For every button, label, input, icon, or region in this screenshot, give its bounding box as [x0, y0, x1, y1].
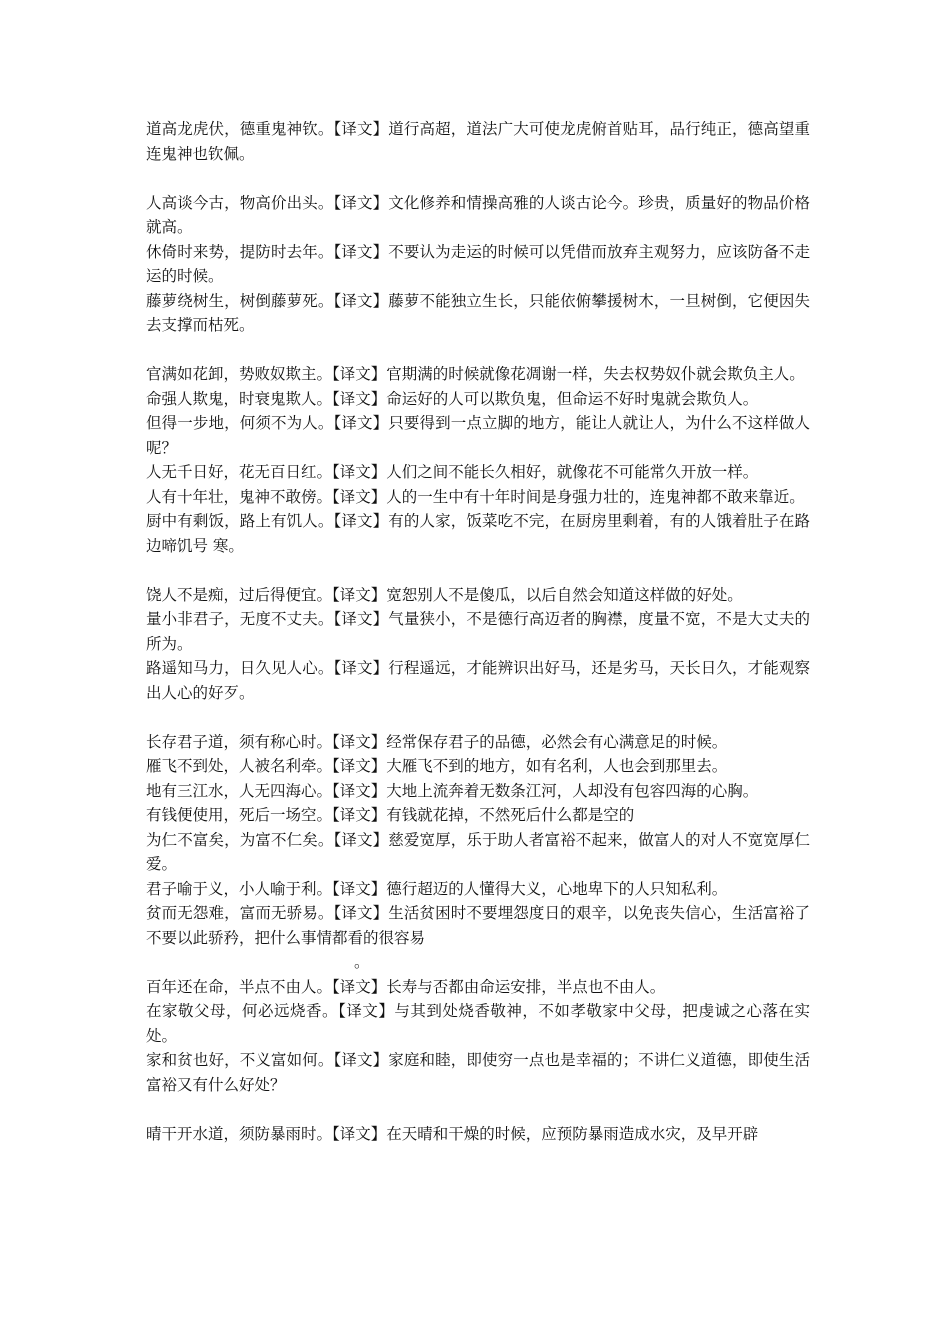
translation-text: 与其到处烧香敬神，不如孝敬家中父母，把虔诚之心落在实处。 — [146, 1002, 810, 1045]
translation-text: 行程遥远，才能辨识出好马，还是劣马，天长日久，才能观察出人心的好歹。 — [146, 659, 810, 702]
translation-text: 气量狭小，不是德行高迈者的胸襟，度量不宽，不是大丈夫的所为。 — [146, 610, 810, 653]
translation-text: 宽恕别人不是傻瓜，以后自然会知道这样做的好处。 — [386, 585, 743, 604]
proverb-entry — [146, 485, 810, 510]
translation-text: 经常保存君子的品德，必然会有心满意足的时候。 — [386, 732, 728, 751]
proverb-text: 人高谈今古，物高价出头。 — [146, 193, 334, 212]
stray-punctuation: 。 — [354, 953, 370, 971]
proverb-entry — [146, 583, 810, 608]
translation-text: 官期满的时候就像花凋谢一样，失去权势奴仆就会欺负主人。 — [386, 365, 805, 383]
proverb-text: 地有三江水，人无四海心。 — [146, 781, 333, 800]
translation-text: 有钱就花掉，不然死后什么都是空的 — [386, 806, 635, 824]
proverb-entry — [146, 1122, 810, 1147]
proverb-text: 量小非君子，无度不丈夫。 — [146, 610, 334, 628]
proverb-text: 人有十年壮，鬼神不敢傍。 — [146, 487, 333, 506]
translation-text: 德行超迈的人懂得大义，心地卑下的人只知私利。 — [386, 879, 728, 898]
proverb-text: 雁飞不到处，人被名利牵。 — [146, 757, 333, 775]
proverb-text: 官满如花卸，势败奴欺主。 — [146, 365, 333, 383]
proverb-entry — [146, 999, 810, 1048]
translation-tag: 【译文】 — [332, 879, 387, 898]
translation-tag: 【译文】 — [332, 806, 387, 824]
translation-tag: 【译文】 — [333, 193, 389, 212]
proverb-text: 家和贫也好，不义富如何。 — [146, 1051, 334, 1069]
document-body — [146, 117, 810, 1146]
proverb-text: 为仁不富矣，为富不仁矣。 — [146, 830, 334, 849]
proverb-text: 命强人欺鬼，时衰鬼欺人。 — [146, 389, 333, 408]
proverb-text: 但得一步地，何须不为人。 — [146, 414, 334, 432]
translation-tag: 【译文】 — [332, 389, 387, 408]
proverb-text: 厨中有剩饭，路上有饥人。 — [146, 512, 334, 530]
proverb-entry — [146, 117, 810, 166]
translation-tag: 【译文】 — [332, 732, 387, 751]
proverb-text: 晴干开水道，须防暴雨时。 — [146, 1124, 333, 1143]
proverb-text: 长存君子道，须有称心时。 — [146, 732, 333, 751]
translation-tag: 【译文】 — [332, 585, 387, 604]
translation-text: 道行高超，道法广大可使龙虎俯首贴耳，品行纯正，德高望重连鬼神也钦佩。 — [146, 120, 810, 163]
translation-tag: 【译文】 — [333, 242, 389, 261]
translation-text: 大地上流奔着无数条江河，人却没有包容四海的心胸。 — [386, 781, 759, 800]
proverb-text: 藤萝绕树生，树倒藤萝死。 — [146, 291, 334, 310]
translation-text: 命运好的人可以欺负鬼，但命运不好时鬼就会欺负人。 — [386, 389, 759, 408]
translation-text: 长寿与否都由命运安排，半点也不由人。 — [386, 977, 666, 996]
proverb-entry — [146, 289, 810, 338]
translation-tag: 【译文】 — [332, 463, 387, 481]
proverb-entry — [146, 754, 810, 779]
translation-tag: 【译文】 — [333, 414, 389, 432]
proverb-entry — [146, 901, 810, 950]
proverb-text: 百年还在命，半点不由人。 — [146, 977, 333, 996]
proverb-text: 有钱便使用，死后一场空。 — [146, 806, 333, 824]
proverb-text: 休倚时来势，提防时去年。 — [146, 242, 334, 261]
translation-tag: 【译文】 — [333, 120, 389, 138]
proverb-text: 君子喻于义，小人喻于利。 — [146, 879, 333, 898]
translation-text: 文化修养和情操高雅的人谈古论今。珍贵，质量好的物品价格就高。 — [146, 193, 810, 236]
proverb-entry — [146, 1048, 810, 1097]
proverb-entry — [146, 607, 810, 656]
proverb-entry — [146, 975, 810, 1000]
proverb-entry — [146, 656, 810, 705]
translation-tag: 【译文】 — [333, 830, 389, 849]
proverb-entry — [146, 828, 810, 877]
proverb-entry — [146, 803, 810, 828]
proverb-entry — [146, 240, 810, 289]
translation-text: 慈爱宽厚，乐于助人者富裕不起来，做富人的对人不宽宽厚仁爱。 — [146, 830, 810, 873]
translation-tag: 【译文】 — [333, 1051, 389, 1069]
proverb-entry — [146, 877, 810, 902]
translation-text: 不要认为走运的时候可以凭借而放弃主观努力，应该防备不走运的时候。 — [146, 242, 810, 285]
translation-text: 人们之间不能长久相好，就像花不可能常久开放一样。 — [386, 463, 759, 481]
proverb-entry — [146, 779, 810, 804]
proverb-entry — [146, 460, 810, 485]
translation-text: 生活贫困时不要埋怨度日的艰辛，以免丧失信心，生活富裕了不要以此骄矜，把什么事情都看的很容易 — [146, 904, 810, 947]
proverb-entry — [146, 387, 810, 412]
translation-tag: 【译文】 — [332, 1124, 387, 1143]
translation-tag: 【译文】 — [333, 610, 389, 628]
translation-tag: 【译文】 — [332, 757, 387, 775]
translation-tag: 【译文】 — [332, 365, 387, 383]
translation-text: 家庭和睦，即使穷一点也是幸福的；不讲仁义道德，即使生活富裕又有什么好处？ — [146, 1051, 810, 1094]
translation-tag: 【译文】 — [333, 291, 389, 310]
proverb-text: 饶人不是痴，过后得便宜。 — [146, 585, 333, 604]
translation-text: 人的一生中有十年时间是身强力壮的，连鬼神都不敢来靠近。 — [386, 487, 805, 506]
proverb-text: 在家敬父母，何必远烧香。 — [146, 1002, 339, 1020]
translation-text: 在天晴和干燥的时候，应预防暴雨造成水灾，及早开辟 — [386, 1124, 759, 1143]
proverb-entry — [146, 362, 810, 387]
proverb-entry — [146, 191, 810, 240]
translation-tag: 【译文】 — [333, 512, 389, 530]
proverb-text: 人无千日好，花无百日红。 — [146, 463, 333, 481]
proverb-text: 贫而无怨难，富而无骄易。 — [146, 904, 334, 922]
proverb-text: 道高龙虎伏，德重鬼神钦。 — [146, 120, 334, 138]
translation-tag: 【译文】 — [333, 904, 389, 922]
translation-tag: 【译文】 — [332, 487, 387, 506]
translation-tag: 【译文】 — [332, 781, 387, 800]
proverb-entry — [146, 411, 810, 460]
translation-tag: 【译文】 — [338, 1002, 395, 1020]
translation-text: 只要得到一点立脚的地方，能让人就让人，为什么不这样做人呢？ — [146, 414, 810, 457]
proverb-entry — [146, 509, 810, 558]
proverb-text: 路遥知马力，日久见人心。 — [146, 659, 334, 677]
translation-text: 大雁飞不到的地方，如有名利，人也会到那里去。 — [386, 757, 728, 775]
translation-text: 藤萝不能独立生长，只能依俯攀援树木，一旦树倒，它便因失去支撑而枯死。 — [146, 291, 810, 334]
proverb-entry — [146, 730, 810, 755]
translation-tag: 【译文】 — [333, 659, 389, 677]
translation-tag: 【译文】 — [332, 977, 387, 996]
translation-text: 有的人家，饭菜吃不完，在厨房里剩着，有的人饿着肚子在路边啼饥号 寒。 — [146, 512, 810, 555]
